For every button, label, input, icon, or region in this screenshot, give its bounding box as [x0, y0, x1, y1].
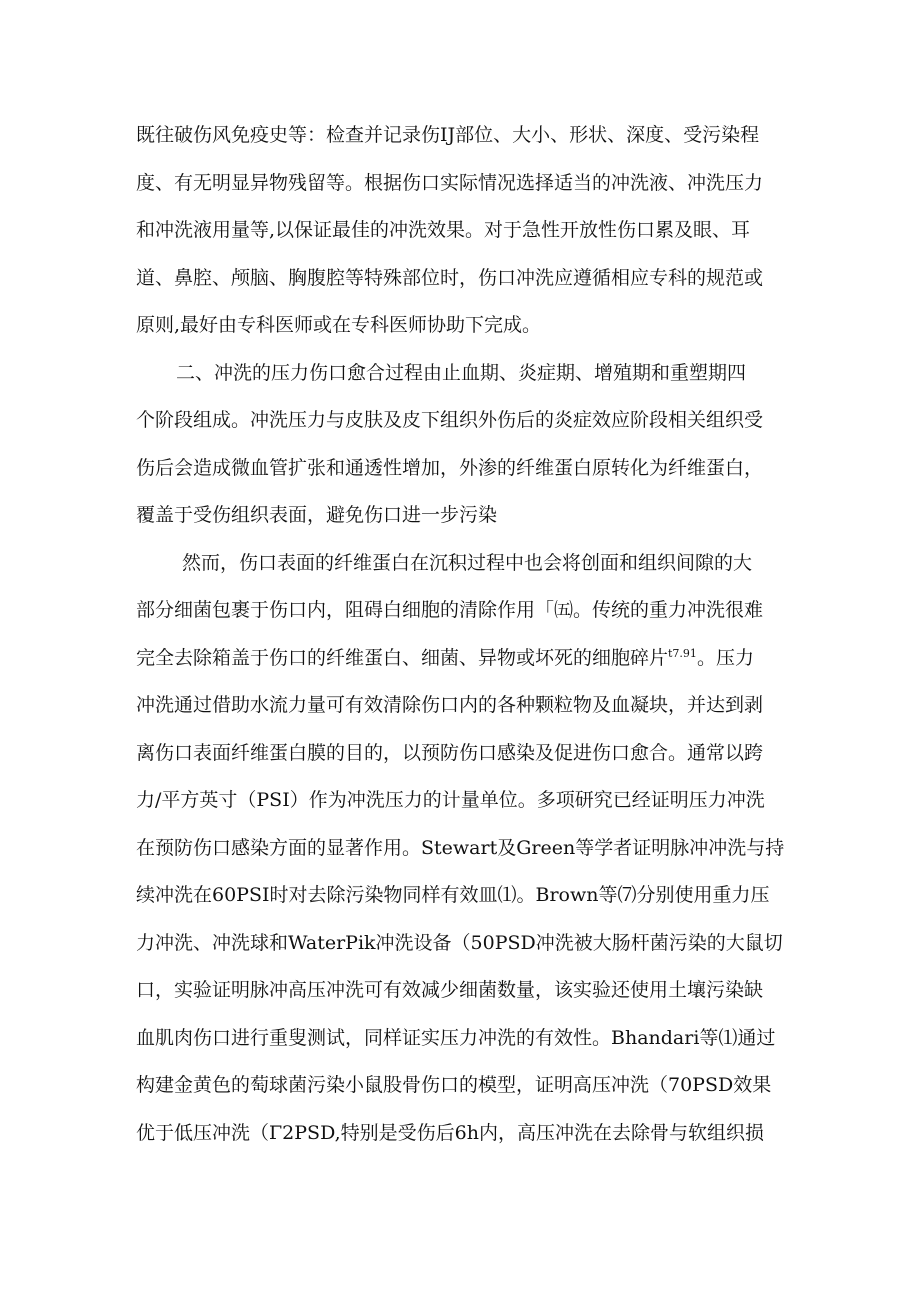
- text-line: 覆盖于受伤组织表面，避免伤口进一步污染: [136, 504, 498, 526]
- text-line: 冲洗通过借助水流力量可有效清除伤口内的各种颗粒物及血凝块，并达到剥: [136, 694, 764, 716]
- text-line: 力/平方英寸（PSI）作为冲洗压力的计量单位。多项研究已经证明压力冲洗: [136, 789, 765, 811]
- text-line: 伤后会造成微血管扩张和通透性增加，外渗的纤维蛋白原转化为纤维蛋白，: [136, 456, 764, 479]
- text-line: 道、鼻腔、颅脑、胸腹腔等特殊部位时，伤口冲洗应遵循相应专科的规范或: [136, 266, 764, 289]
- text-line: 既往破伤风免疫史等：检查并记录伤IJ部位、大小、形状、深度、受污染程: [136, 124, 760, 146]
- text-line-main: 完全去除箱盖于伤口的纤维蛋白、细菌、异物或坏死的细胞碎片: [136, 646, 669, 669]
- text-line: 在预防伤口感染方面的显著作用。Stewart及Green等学者证明脉冲冲洗与持: [136, 836, 785, 859]
- text-line: 血肌肉伤口进行重叟测试，同样证实压力冲洗的有效性。Bhandari等⑴通过: [136, 1026, 776, 1049]
- text-line: 续冲洗在60PSI时对去除污染物同样有效皿⑴。Brown等⑺分别使用重力压: [136, 884, 770, 906]
- paragraph-fibrin-research: [136, 540, 796, 1158]
- text-line: [136, 635, 796, 683]
- body-text: [136, 112, 796, 1157]
- text-line: 离伤口表面纤维蛋白膜的目的，以预防伤口感染及促进伤口愈合。通常以跨: [136, 741, 764, 764]
- text-line: 优于低压冲洗（Γ2PSD,特别是受伤后6h内，高压冲洗在去除骨与软组织损: [136, 1121, 764, 1144]
- text-line: 原则,最好由专科医师或在专科医师协助下完成。: [136, 314, 542, 336]
- text-line: 部分细菌包裹于伤口内，阻碍白细胞的清除作用「㈤。传统的重力冲洗很难: [136, 599, 764, 621]
- text-line-tail: 。压力: [696, 646, 754, 669]
- text-line: 和冲洗液用量等,以保证最佳的冲洗效果。对于急性开放性伤口累及眼、耳: [136, 219, 751, 241]
- paragraph-irrigation-pressure: [136, 350, 796, 540]
- text-line: 力冲洗、冲洗球和WaterPik冲洗设备（50PSD冲洗被大肠杆菌污染的大鼠切: [136, 931, 783, 954]
- citation-superscript: t7.91: [668, 646, 697, 660]
- paragraph-history-check: [136, 112, 796, 350]
- section-heading-line: 二、冲洗的压力伤口愈合过程由止血期、炎症期、增殖期和重塑期四: [176, 361, 747, 384]
- text-line: 然而，伤口表面的纤维蛋白在沉积过程中也会将创面和组织间隙的大: [182, 551, 753, 574]
- text-line: 口，实验证明脉冲高压冲洗可有效减少细菌数量，该实验还使用土壤污染缺: [136, 979, 764, 1001]
- text-line: 个阶段组成。冲洗压力与皮肤及皮下组织外伤后的炎症效应阶段相关组织受: [136, 409, 764, 431]
- text-line: 构建金黄色的萄球菌污染小鼠股骨伤口的模型，证明高压冲洗（70PSD效果: [136, 1074, 772, 1096]
- text-line: 度、有无明显异物残留等。根据伤口实际情况选择适当的冲洗液、冲洗压力: [136, 171, 764, 194]
